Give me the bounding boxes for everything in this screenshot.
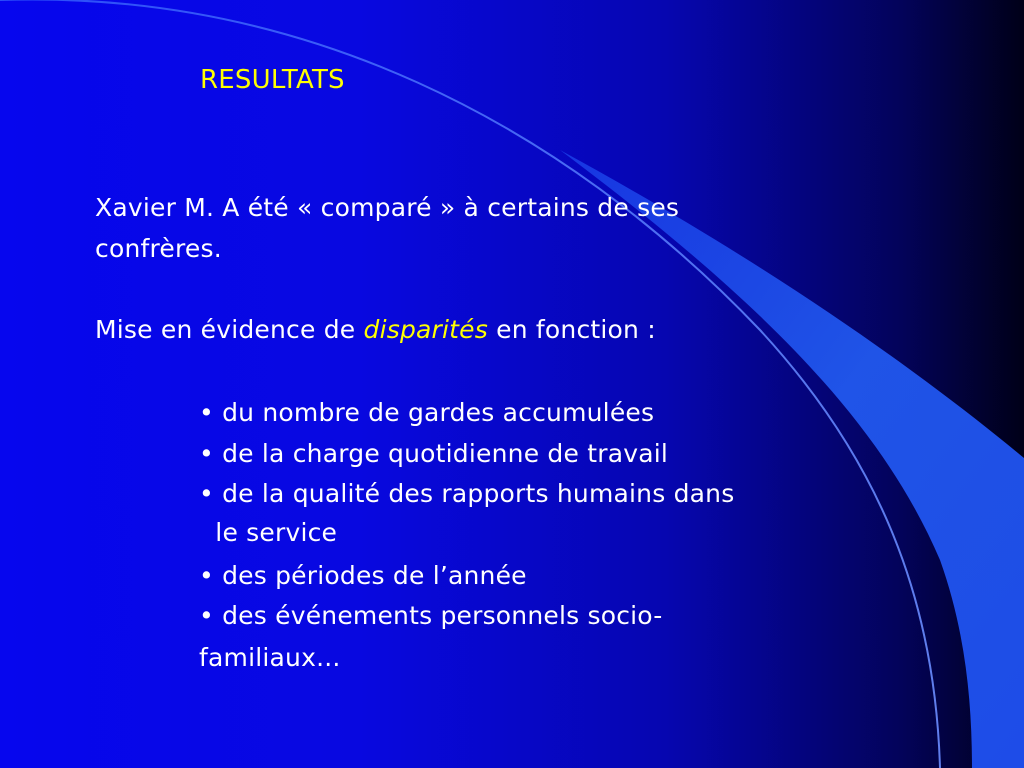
evidence-highlight: disparités	[363, 315, 488, 344]
bullet-item: • de la qualité des rapports humains dans	[199, 479, 735, 508]
bullet-continuation: familiaux...	[199, 643, 341, 672]
evidence-suffix: en fonction :	[488, 315, 656, 344]
bullet-item: • du nombre de gardes accumulées	[199, 398, 655, 427]
bullet-continuation: le service	[199, 518, 338, 547]
evidence-prefix: Mise en évidence de	[95, 315, 364, 344]
intro-line-2: confrères.	[95, 234, 222, 263]
bullet-item: • des périodes de l’année	[199, 561, 527, 590]
bullet-item: • des événements personnels socio-	[199, 601, 663, 630]
evidence-line	[95, 315, 656, 345]
slide-title: RESULTATS	[200, 65, 345, 95]
intro-line-1: Xavier M. A été « comparé » à certains de ses	[95, 193, 680, 222]
bullet-item: • de la charge quotidienne de travail	[199, 439, 669, 468]
